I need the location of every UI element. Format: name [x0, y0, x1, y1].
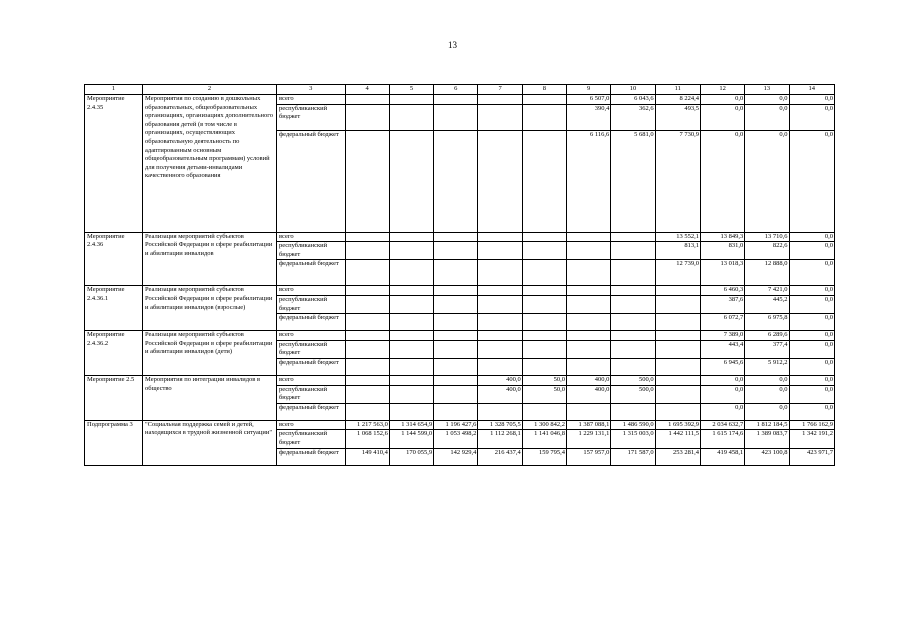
header-cell: 9: [567, 85, 611, 95]
value-cell: 400,0: [567, 375, 611, 385]
value-cell: [611, 340, 655, 358]
value-cell: 157 957,0: [567, 448, 611, 465]
value-cell: [434, 403, 478, 420]
value-cell: [522, 260, 566, 286]
measure-name: Реализация мероприятий субъектов Российской Федерации в сфере реабилитации и абилитации инвалидов (взрослые): [143, 286, 277, 331]
value-cell: 2 034 632,7: [700, 420, 744, 430]
value-cell: 13 710,6: [745, 232, 789, 242]
table-row: [85, 420, 835, 430]
value-cell: 423 971,7: [789, 448, 834, 465]
value-cell: [567, 232, 611, 242]
funding-source: федеральный бюджет: [276, 358, 345, 375]
value-cell: 0,0: [789, 375, 834, 385]
header-cell: 7: [478, 85, 522, 95]
value-cell: 0,0: [700, 130, 744, 232]
value-cell: 500,0: [611, 385, 655, 403]
value-cell: [345, 295, 389, 313]
value-cell: 1 615 174,6: [700, 430, 744, 448]
value-cell: 5 912,2: [745, 358, 789, 375]
value-cell: 423 100,8: [745, 448, 789, 465]
funding-source: федеральный бюджет: [276, 260, 345, 286]
value-cell: 7 389,0: [700, 331, 744, 341]
value-cell: 6 975,8: [745, 314, 789, 331]
value-cell: 8 224,4: [655, 95, 700, 105]
value-cell: 7 730,9: [655, 130, 700, 232]
header-cell: 5: [389, 85, 433, 95]
header-cell: 13: [745, 85, 789, 95]
value-cell: 1 300 842,2: [522, 420, 566, 430]
value-cell: [655, 340, 700, 358]
header-row: [85, 85, 835, 95]
value-cell: 400,0: [478, 385, 522, 403]
value-cell: [434, 358, 478, 375]
value-cell: 813,1: [655, 242, 700, 260]
measure-code: Мероприятие 2.5: [85, 375, 143, 420]
value-cell: 50,0: [522, 375, 566, 385]
value-cell: 0,0: [700, 95, 744, 105]
value-cell: [478, 403, 522, 420]
funding-source: республиканский бюджет: [276, 430, 345, 448]
value-cell: [389, 314, 433, 331]
value-cell: [389, 358, 433, 375]
value-cell: 13 552,1: [655, 232, 700, 242]
funding-source: федеральный бюджет: [276, 403, 345, 420]
value-cell: [655, 295, 700, 313]
value-cell: 493,5: [655, 104, 700, 130]
value-cell: 1 812 184,5: [745, 420, 789, 430]
value-cell: 1 328 705,5: [478, 420, 522, 430]
value-cell: [611, 260, 655, 286]
value-cell: 170 055,9: [389, 448, 433, 465]
value-cell: 253 281,4: [655, 448, 700, 465]
value-cell: 0,0: [789, 295, 834, 313]
value-cell: [389, 260, 433, 286]
funding-source: всего: [276, 331, 345, 341]
value-cell: [389, 242, 433, 260]
value-cell: [611, 232, 655, 242]
funding-source: республиканский бюджет: [276, 242, 345, 260]
value-cell: [345, 104, 389, 130]
value-cell: 0,0: [789, 385, 834, 403]
value-cell: 1 112 268,1: [478, 430, 522, 448]
value-cell: 0,0: [700, 403, 744, 420]
value-cell: [345, 375, 389, 385]
value-cell: 445,2: [745, 295, 789, 313]
value-cell: 1 217 563,0: [345, 420, 389, 430]
value-cell: [434, 375, 478, 385]
value-cell: [567, 242, 611, 260]
value-cell: [478, 242, 522, 260]
value-cell: [345, 232, 389, 242]
value-cell: [434, 331, 478, 341]
header-cell: 14: [789, 85, 834, 95]
value-cell: [655, 403, 700, 420]
value-cell: [567, 295, 611, 313]
value-cell: [522, 286, 566, 296]
value-cell: [434, 286, 478, 296]
value-cell: 0,0: [789, 358, 834, 375]
funding-source: федеральный бюджет: [276, 314, 345, 331]
header-cell: 8: [522, 85, 566, 95]
funding-source: федеральный бюджет: [276, 130, 345, 232]
value-cell: 142 929,4: [434, 448, 478, 465]
value-cell: [345, 403, 389, 420]
value-cell: [611, 286, 655, 296]
header-cell: 12: [700, 85, 744, 95]
value-cell: 216 437,4: [478, 448, 522, 465]
value-cell: [345, 314, 389, 331]
value-cell: [567, 314, 611, 331]
value-cell: 0,0: [745, 375, 789, 385]
value-cell: [478, 331, 522, 341]
measure-code: Подпрограмма 3: [85, 420, 143, 465]
value-cell: [522, 104, 566, 130]
value-cell: 6 116,6: [567, 130, 611, 232]
value-cell: [655, 385, 700, 403]
value-cell: 500,0: [611, 375, 655, 385]
value-cell: 443,4: [700, 340, 744, 358]
value-cell: [345, 260, 389, 286]
value-cell: [389, 403, 433, 420]
value-cell: [522, 358, 566, 375]
funding-source: республиканский бюджет: [276, 340, 345, 358]
value-cell: [434, 232, 478, 242]
value-cell: [434, 242, 478, 260]
value-cell: 0,0: [789, 130, 834, 232]
value-cell: [434, 104, 478, 130]
value-cell: 7 421,0: [745, 286, 789, 296]
value-cell: 400,0: [567, 385, 611, 403]
value-cell: [522, 242, 566, 260]
page-number: 13: [448, 40, 457, 50]
value-cell: 0,0: [745, 385, 789, 403]
table-header: [85, 85, 835, 95]
value-cell: [389, 385, 433, 403]
funding-source: всего: [276, 375, 345, 385]
value-cell: [655, 375, 700, 385]
value-cell: [389, 104, 433, 130]
value-cell: 1 141 046,8: [522, 430, 566, 448]
value-cell: 0,0: [700, 375, 744, 385]
value-cell: [611, 314, 655, 331]
value-cell: 13 849,3: [700, 232, 744, 242]
header-cell: 4: [345, 85, 389, 95]
value-cell: [567, 331, 611, 341]
value-cell: 831,0: [700, 242, 744, 260]
value-cell: 822,6: [745, 242, 789, 260]
value-cell: 0,0: [700, 385, 744, 403]
measure-name: Реализация мероприятий субъектов Российской Федерации в сфере реабилитации и абилитации инвалидов: [143, 232, 277, 286]
value-cell: [611, 358, 655, 375]
value-cell: 0,0: [789, 95, 834, 105]
value-cell: [567, 358, 611, 375]
value-cell: 0,0: [745, 104, 789, 130]
value-cell: 390,4: [567, 104, 611, 130]
value-cell: 1 229 131,1: [567, 430, 611, 448]
value-cell: [611, 403, 655, 420]
value-cell: [611, 295, 655, 313]
table-row: [85, 95, 835, 105]
value-cell: [655, 314, 700, 331]
value-cell: [522, 95, 566, 105]
value-cell: [522, 232, 566, 242]
value-cell: [478, 286, 522, 296]
value-cell: 6 507,0: [567, 95, 611, 105]
value-cell: 12 739,0: [655, 260, 700, 286]
value-cell: 1 068 152,6: [345, 430, 389, 448]
value-cell: 1 695 392,9: [655, 420, 700, 430]
measure-code: Мероприятие 2.4.36.2: [85, 331, 143, 376]
value-cell: [522, 331, 566, 341]
header-cell: 3: [276, 85, 345, 95]
value-cell: [389, 232, 433, 242]
value-cell: [567, 260, 611, 286]
value-cell: [522, 130, 566, 232]
value-cell: [522, 403, 566, 420]
measure-code: Мероприятие 2.4.35: [85, 95, 143, 233]
value-cell: [655, 286, 700, 296]
table-body: [85, 95, 835, 466]
value-cell: [434, 385, 478, 403]
value-cell: 50,0: [522, 385, 566, 403]
value-cell: 0,0: [789, 242, 834, 260]
funding-source: республиканский бюджет: [276, 104, 345, 130]
header-cell: 11: [655, 85, 700, 95]
value-cell: [478, 314, 522, 331]
measure-name: Реализация мероприятий субъектов Российской Федерации в сфере реабилитации и абилитации инвалидов (дети): [143, 331, 277, 376]
value-cell: [389, 286, 433, 296]
value-cell: 6 289,6: [745, 331, 789, 341]
value-cell: [345, 130, 389, 232]
funding-source: республиканский бюджет: [276, 295, 345, 313]
value-cell: 0,0: [789, 331, 834, 341]
funding-source: республиканский бюджет: [276, 385, 345, 403]
value-cell: 1 144 599,0: [389, 430, 433, 448]
value-cell: [478, 130, 522, 232]
value-cell: [345, 340, 389, 358]
value-cell: 6 460,3: [700, 286, 744, 296]
value-cell: 387,6: [700, 295, 744, 313]
header-cell: 10: [611, 85, 655, 95]
table-row: [85, 232, 835, 242]
value-cell: 0,0: [789, 260, 834, 286]
value-cell: [478, 295, 522, 313]
funding-source: всего: [276, 95, 345, 105]
value-cell: 1 442 111,5: [655, 430, 700, 448]
value-cell: 5 681,0: [611, 130, 655, 232]
funding-source: всего: [276, 420, 345, 430]
header-cell: 2: [143, 85, 277, 95]
value-cell: [434, 95, 478, 105]
value-cell: 0,0: [745, 403, 789, 420]
value-cell: 400,0: [478, 375, 522, 385]
value-cell: [389, 95, 433, 105]
value-cell: [434, 295, 478, 313]
value-cell: [567, 403, 611, 420]
value-cell: [434, 130, 478, 232]
value-cell: 1 315 003,0: [611, 430, 655, 448]
table-row: [85, 286, 835, 296]
value-cell: 6 945,6: [700, 358, 744, 375]
value-cell: 0,0: [789, 340, 834, 358]
value-cell: 1 053 498,2: [434, 430, 478, 448]
funding-source: всего: [276, 286, 345, 296]
value-cell: [345, 286, 389, 296]
value-cell: [345, 385, 389, 403]
value-cell: [522, 295, 566, 313]
value-cell: 13 018,3: [700, 260, 744, 286]
measure-name: Мероприятия по интеграции инвалидов в общество: [143, 375, 277, 420]
funding-source: всего: [276, 232, 345, 242]
header-cell: 6: [434, 85, 478, 95]
table-row: [85, 375, 835, 385]
value-cell: [611, 331, 655, 341]
value-cell: [345, 331, 389, 341]
value-cell: [655, 331, 700, 341]
value-cell: 0,0: [745, 95, 789, 105]
value-cell: 1 314 654,9: [389, 420, 433, 430]
measure-code: Мероприятие 2.4.36: [85, 232, 143, 286]
value-cell: 1 486 590,0: [611, 420, 655, 430]
value-cell: 0,0: [789, 286, 834, 296]
value-cell: 149 410,4: [345, 448, 389, 465]
value-cell: 6 072,7: [700, 314, 744, 331]
value-cell: 171 587,0: [611, 448, 655, 465]
value-cell: [389, 331, 433, 341]
value-cell: [389, 295, 433, 313]
value-cell: 1 196 427,6: [434, 420, 478, 430]
value-cell: 1 766 162,9: [789, 420, 834, 430]
table-row: [85, 331, 835, 341]
value-cell: 6 043,6: [611, 95, 655, 105]
budget-table: [84, 84, 835, 466]
value-cell: [522, 340, 566, 358]
value-cell: [478, 104, 522, 130]
value-cell: 419 458,1: [700, 448, 744, 465]
funding-source: федеральный бюджет: [276, 448, 345, 465]
value-cell: 377,4: [745, 340, 789, 358]
value-cell: [389, 375, 433, 385]
measure-code: Мероприятие 2.4.36.1: [85, 286, 143, 331]
value-cell: 1 387 088,1: [567, 420, 611, 430]
value-cell: 0,0: [700, 104, 744, 130]
value-cell: 159 795,4: [522, 448, 566, 465]
value-cell: [434, 340, 478, 358]
value-cell: 0,0: [789, 232, 834, 242]
value-cell: [434, 314, 478, 331]
value-cell: [478, 260, 522, 286]
value-cell: [478, 232, 522, 242]
value-cell: 0,0: [789, 314, 834, 331]
value-cell: 1 342 191,2: [789, 430, 834, 448]
value-cell: 0,0: [789, 104, 834, 130]
value-cell: [389, 130, 433, 232]
value-cell: [478, 95, 522, 105]
value-cell: [345, 358, 389, 375]
measure-name: Мероприятия по созданию в дошкольных образовательных, общеобразовательных организациях, организациях дополнительного образования детей (в том числе в организациях, осуществляющих образовательную деятельность по адаптированным основным общеобразовательным программам) условий для получения детьми-инвалидами качественного образования: [143, 95, 277, 233]
value-cell: [611, 242, 655, 260]
value-cell: 1 389 083,7: [745, 430, 789, 448]
value-cell: 0,0: [745, 130, 789, 232]
value-cell: [655, 358, 700, 375]
value-cell: [522, 314, 566, 331]
value-cell: [434, 260, 478, 286]
measure-name: "Социальная поддержка семей и детей, находящихся в трудной жизненной ситуации": [143, 420, 277, 465]
value-cell: 0,0: [789, 403, 834, 420]
value-cell: [567, 286, 611, 296]
value-cell: [567, 340, 611, 358]
value-cell: [345, 242, 389, 260]
value-cell: 12 888,0: [745, 260, 789, 286]
value-cell: [389, 340, 433, 358]
value-cell: [478, 358, 522, 375]
header-cell: 1: [85, 85, 143, 95]
value-cell: [478, 340, 522, 358]
value-cell: 362,6: [611, 104, 655, 130]
value-cell: [345, 95, 389, 105]
